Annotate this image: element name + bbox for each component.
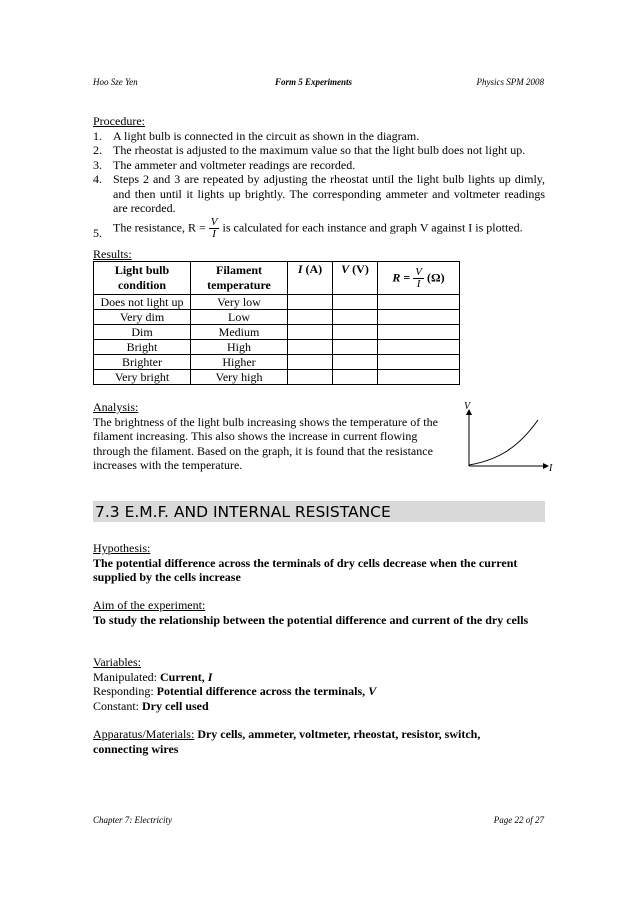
procedure-heading: Procedure: [93,114,145,128]
hypothesis-heading: Hypothesis: [93,541,151,555]
aim-section [93,598,533,627]
list-item: 1. A light bulb is connected in the circuit as shown in the diagram. [93,128,420,143]
table-row: Very bright Very high [94,370,460,385]
v-i-curve [469,420,538,465]
results-heading: Results: [93,247,132,261]
list-item: 3. The ammeter and voltmeter readings are recorded. [93,157,356,172]
manipulated-variable: Manipulated: Current, I [93,669,213,684]
apparatus-section [93,727,523,756]
v-i-graph [458,398,558,480]
table-row: Brighter Higher [94,355,460,370]
variables-heading: Variables: [93,655,141,669]
table-row: Dim Medium [94,325,460,340]
responding-variable: Responding: Potential difference across the terminals, V [93,684,377,698]
list-item: 4. Steps 2 and 3 are repeated by adjusting the rheostat until the light bulb lights up dimly, and then until it lights up brightly. The corresponding ammeter and voltmeter readings are recorded. [93,172,545,215]
list-item: 2. The rheostat is adjusted to the maximum value so that the light bulb does not light up. [93,143,526,157]
results-table [93,261,460,385]
header-subject: Physics SPM 2008 [476,77,544,87]
analysis-heading: Analysis: [93,400,139,414]
analysis-section [93,400,455,473]
analysis-text: The brightness of the light bulb increasing shows the temperature of the filament increasing. This also shows the increase in current flowing through the filament. Based on the graph, it is found that the resistance increases with the temperature. [93,414,438,472]
table-row: Very dim Low [94,310,460,325]
aim-text: To study the relationship between the potential difference and current of the dry cells [93,612,529,627]
variables-section [93,655,545,713]
procedure-list [93,129,545,240]
footer-page: Page 22 of 27 [493,815,544,825]
column-header: V (V) [333,262,378,295]
procedure-section [93,114,545,240]
column-header: I (A) [288,262,333,295]
apparatus-heading: Apparatus/Materials: [93,727,195,741]
list-item: 5. The resistance, R = $\frac{V}{I}$ is calculated for each instance and graph V against I is plotted. [93,215,523,240]
header-title: Form 5 Experiments [275,77,353,87]
apparatus-text: Dry cells, ammeter, voltmeter, rheostat, resistor, switch, connecting wires [93,727,481,756]
hypothesis-section [93,541,545,585]
hypothesis-text: The potential difference across the terminals of dry cells decrease when the current supplied by the cells increase [93,555,518,584]
table-row: Does not light up Very low [94,295,460,310]
header-author: Hoo Sze Yen [93,77,138,87]
footer-chapter: Chapter 7: Electricity [93,815,172,825]
table-row: Bright High [94,340,460,355]
x-axis-label: I [549,463,553,474]
resistance-fraction: $\frac{V}{I}$ [210,215,218,240]
column-header: R = $\frac{V}{I}$ (Ω) [378,262,460,295]
aim-heading: Aim of the experiment: [93,598,206,612]
column-header: Light bulb condition [94,262,191,295]
column-header: Filament temperature [191,262,288,295]
constant-variable: Constant: Dry cell used [93,698,209,713]
section-title: 7.3 E.M.F. AND INTERNAL RESISTANCE [93,501,545,522]
y-axis-label: V [464,401,471,412]
